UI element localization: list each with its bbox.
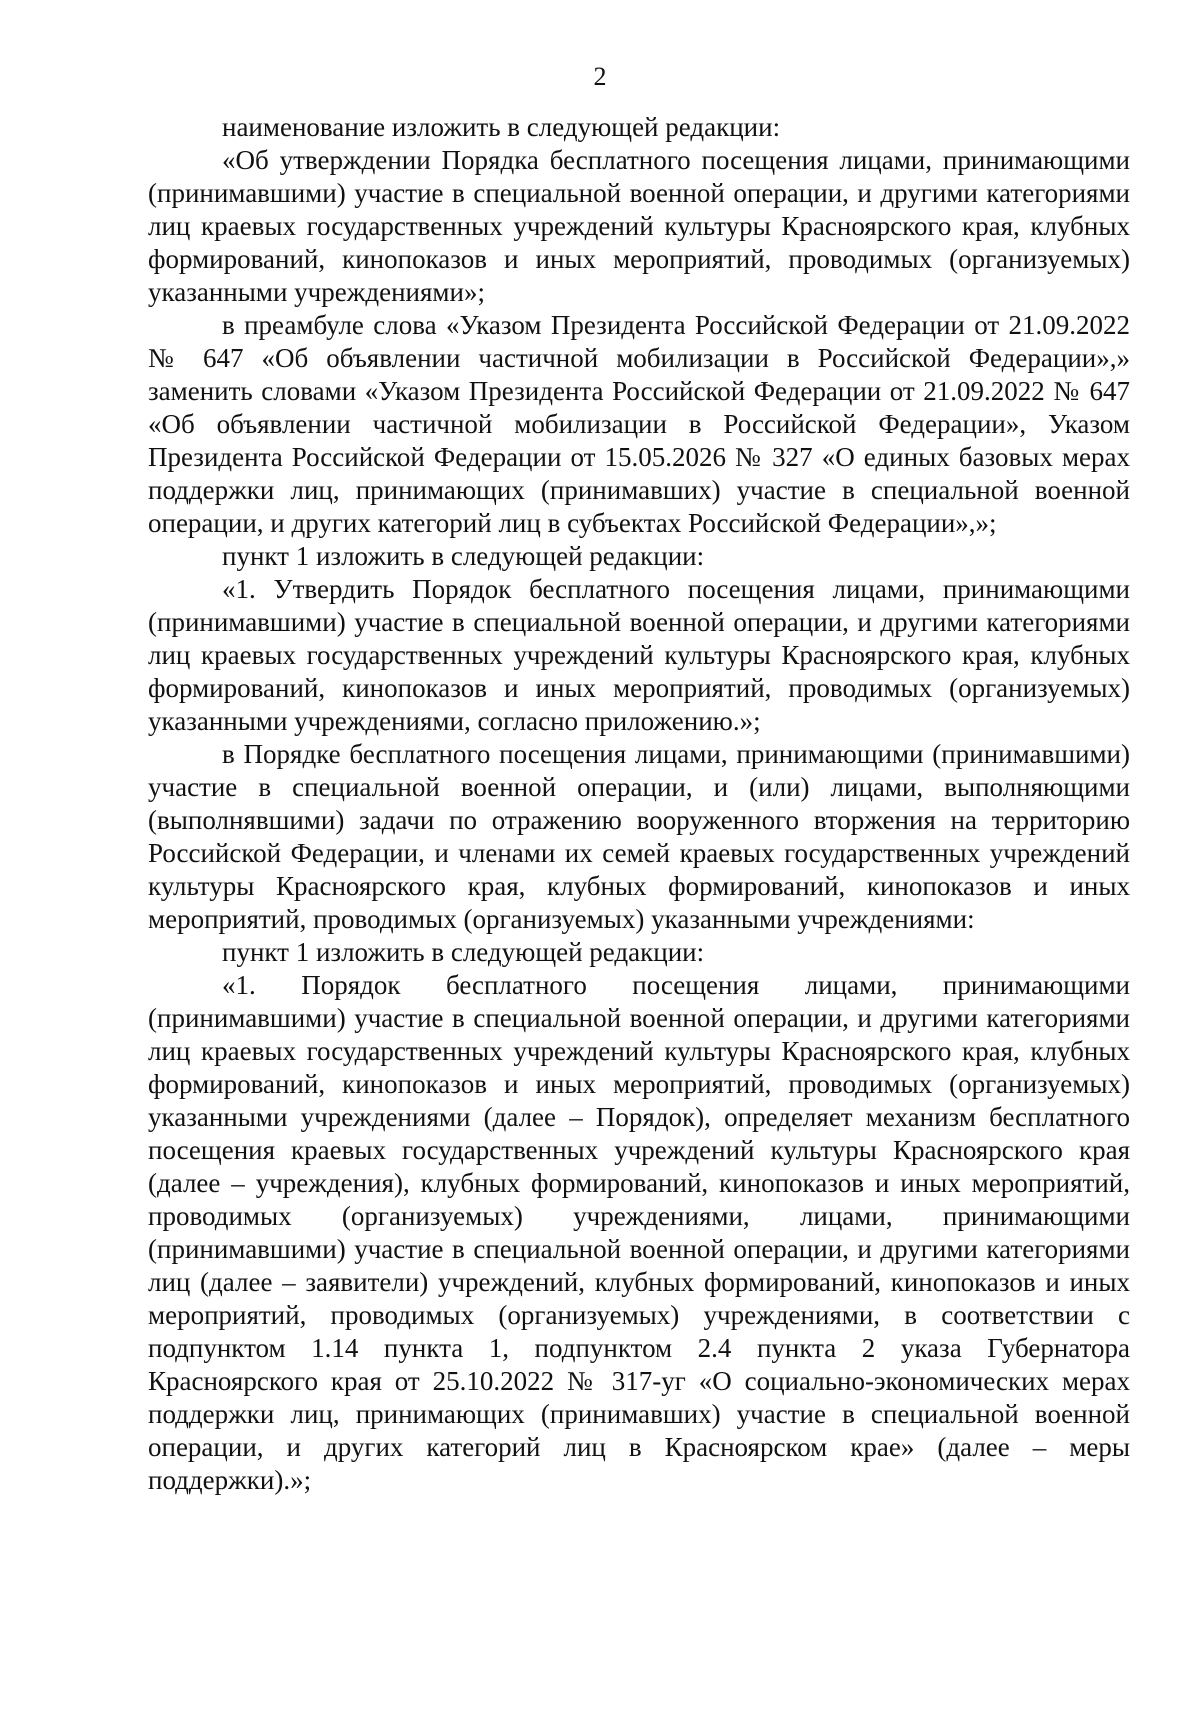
- paragraph-preamble-change: в преамбуле слова «Указом Президента Российской Федерации от 21.09.2022 № 647 «Об объявлении частичной мобилизации в Российской Федерации»,» заменить словами «Указом Президента Российской Федерации от 21.09.2022 № 647 «Об объявлении частичной мобилизации в Российской Федерации», Указом Президента Российской Федерации от 15.05.2026 № 327 «О единых базовых мерах поддержки лиц, принимающих (принимавших) участие в специальной военной операции, и других категорий лиц в субъектах Российской Федерации»,»;: [148, 310, 1130, 538]
- paragraph-procedure-intro: в Порядке бесплатного посещения лицами, принимающими (принимавшими) участие в специальной военной операции, и (или) лицами, выполняющими (выполнявшими) задачи по отражению вооруженного вторжения на территорию Российской Федерации, и членами их семей краевых государственных учреждений культуры Красноярского края, клубных формирований, кинопоказов и иных мероприятий, проводимых (организуемых) указанными учреждениями:: [148, 739, 1130, 934]
- paragraph-title-intro: наименование изложить в следующей редакции:: [222, 112, 781, 142]
- paragraph-point1-intro: пункт 1 изложить в следующей редакции:: [222, 541, 705, 571]
- paragraph-new-title: «Об утверждении Порядка бесплатного посещения лицами, принимающими (принимавшими) участие в специальной военной операции, и другими категориями лиц краевых государственных учреждений культуры Красноярского края, клубных формирований, кинопоказов и иных мероприятий, проводимых (организуемых) указанными учреждениями»;: [148, 145, 1130, 307]
- paragraph-procedure-point1-text: «1. Порядок бесплатного посещения лицами, принимающими (принимавшими) участие в специальной военной операции, и другими категориями лиц краевых государственных учреждений культуры Красноярского края, клубных формирований, кинопоказов и иных мероприятий, проводимых (организуемых) указанными учреждениями (далее – Порядок), определяет механизм бесплатного посещения краевых государственных учреждений культуры Красноярского края (далее – учреждения), клубных формирований, кинопоказов и иных мероприятий, проводимых (организуемых) учреждениями, лицами, принимающими (принимавшими) участие в специальной военной операции, и другими категориями лиц (далее – заявители) учреждений, клубных формирований, кинопоказов и иных мероприятий, проводимых (организуемых) учреждениями, в соответствии с подпунктом 1.14 пункта 1, подпунктом 2.4 пункта 2 указа Губернатора Красноярского края от 25.10.2022 № 317-уг «О социально-экономических мерах поддержки лиц, принимающих (принимавших) участие в специальной военной операции, и других категорий лиц в Красноярском крае» (далее – меры поддержки).»;: [148, 970, 1130, 1495]
- page-number: 2: [593, 62, 607, 91]
- document-body: [148, 111, 1130, 1497]
- paragraph-procedure-point1-intro: пункт 1 изложить в следующей редакции:: [222, 937, 705, 967]
- paragraph-point1-text: «1. Утвердить Порядок бесплатного посещения лицами, принимающими (принимавшими) участие в специальной военной операции, и другими категориями лиц краевых государственных учреждений культуры Красноярского края, клубных формирований, кинопоказов и иных мероприятий, проводимых (организуемых) указанными учреждениями, согласно приложению.»;: [148, 574, 1130, 736]
